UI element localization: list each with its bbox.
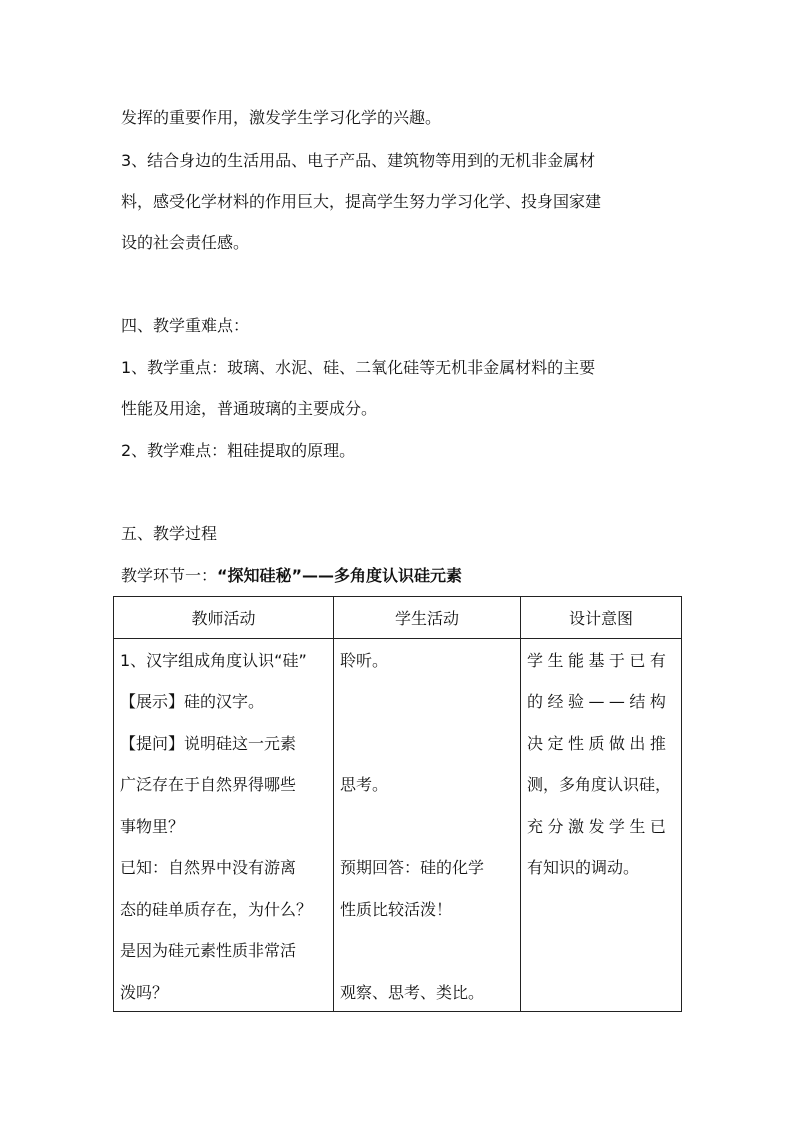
stage-prefix: 教学环节一： bbox=[121, 566, 218, 585]
cell-line: 观察、思考、类比。 bbox=[340, 983, 485, 1002]
paragraph-line: 1、教学重点：玻璃、水泥、硅、二氧化硅等无机非金属材料的主要 bbox=[121, 358, 596, 377]
student-cell bbox=[334, 639, 521, 1012]
cell-line: 预期回答：硅的化学 bbox=[340, 858, 485, 877]
stage-heading bbox=[121, 566, 462, 586]
cell-line: 充分激发学生已 bbox=[527, 817, 671, 836]
cell-line: 性质比较活泼！ bbox=[340, 900, 453, 919]
table-row bbox=[114, 639, 682, 1012]
paragraph-line: 2、教学难点：粗硅提取的原理。 bbox=[121, 441, 356, 460]
cell-line: 是因为硅元素性质非常活 bbox=[120, 941, 297, 960]
section-heading: 五、教学过程 bbox=[121, 524, 218, 543]
cell-line: 已知：自然界中没有游离 bbox=[120, 858, 297, 877]
cell-line: 1、汉字组成角度认识“硅” bbox=[120, 651, 307, 670]
design-cell bbox=[521, 639, 682, 1012]
table-header-row bbox=[114, 597, 682, 639]
section-heading: 四、教学重难点： bbox=[121, 316, 250, 335]
cell-line: 的经验——结构 bbox=[527, 692, 671, 711]
cell-line: 学生能基于已有 bbox=[527, 651, 671, 670]
cell-line: 思考。 bbox=[340, 775, 389, 794]
cell-line: 有知识的调动。 bbox=[527, 858, 640, 877]
paragraph-line: 设的社会责任感。 bbox=[121, 233, 250, 252]
header-teacher: 教师活动 bbox=[114, 597, 334, 639]
cell-line: 【展示】硅的汉字。 bbox=[120, 692, 265, 711]
cell-line: 【提问】说明硅这一元素 bbox=[120, 734, 297, 753]
paragraph-line: 性能及用途，普通玻璃的主要成分。 bbox=[121, 399, 378, 418]
header-student: 学生活动 bbox=[334, 597, 521, 639]
paragraph-line: 3、结合身边的生活用品、电子产品、建筑物等用到的无机非金属材 bbox=[121, 151, 596, 170]
stage-title: “探知硅秘”——多角度认识硅元素 bbox=[217, 566, 463, 585]
cell-line: 事物里？ bbox=[120, 817, 185, 836]
cell-line: 广泛存在于自然界得哪些 bbox=[120, 775, 297, 794]
cell-line: 泼吗？ bbox=[120, 983, 169, 1002]
paragraph-line: 料，感受化学材料的作用巨大，提高学生努力学习化学、投身国家建 bbox=[121, 192, 602, 211]
teacher-cell bbox=[114, 639, 334, 1012]
cell-line: 聆听。 bbox=[340, 651, 389, 670]
header-design: 设计意图 bbox=[521, 597, 682, 639]
paragraph-line: 发挥的重要作用，激发学生学习化学的兴趣。 bbox=[121, 108, 442, 127]
cell-line: 态的硅单质存在，为什么？ bbox=[120, 900, 313, 919]
cell-line: 决定性质做出推 bbox=[527, 734, 671, 753]
cell-line: 测，多角度认识硅， bbox=[527, 775, 672, 794]
lesson-table bbox=[113, 596, 682, 1012]
